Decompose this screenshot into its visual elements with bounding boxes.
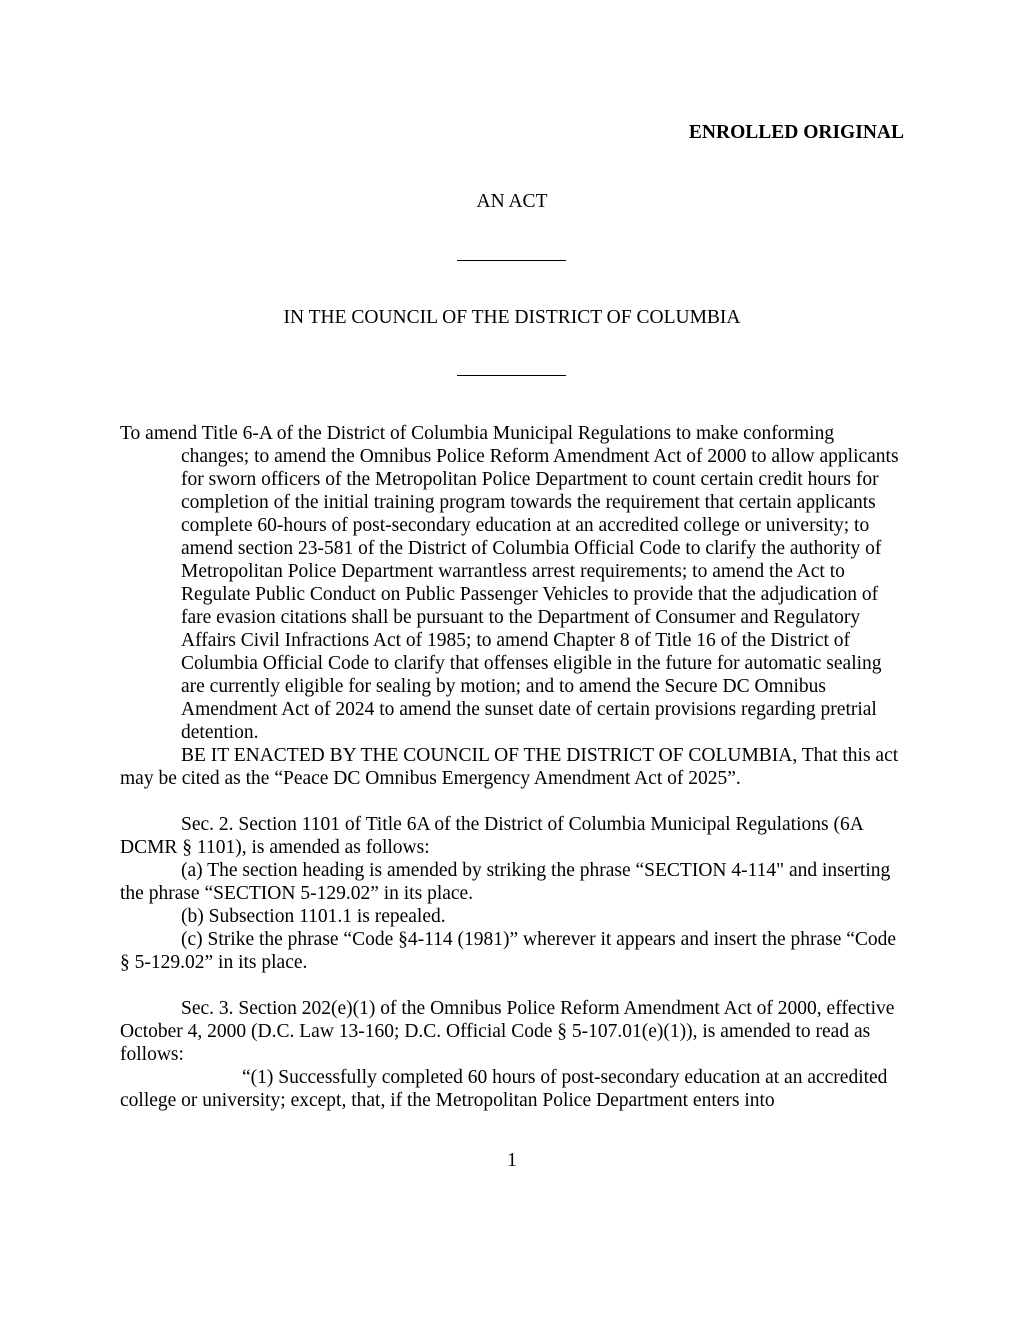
long-title: To amend Title 6-A of the District of Columbia Municipal Regulations to make conforming changes; to amend the Omnibus Police Reform Amendment Act of 2000 to allow applicants for sworn officers of the Metropolitan Police Department to count certain credit hours for completion of the initial training program towards the requirement that certain applicants complete 60-hours of post-secondary education at an accredited college or university; to amend section 23-581 of the District of Columbia Official Code to clarify the authority of Metropolitan Police Department warrantless arrest requirements; to amend the Act to Regulate Public Conduct on Public Passenger Vehicles to provide that the adjudication of fare evasion citations shall be pursuant to the Department of Consumer and Regulatory Affairs Civil Infractions Act of 1985; to amend Chapter 8 of Title 16 of the District of Columbia Official Code to clarify that offenses eligible in the future for automatic sealing are currently eligible for sealing by motion; and to amend the Secure DC Omnibus Amendment Act of 2024 to amend the sunset date of certain provisions regarding pretrial detention. bbox=[120, 423, 899, 743]
paragraph-gap bbox=[120, 974, 906, 997]
section-2-subsection-c: (c) Strike the phrase “Code §4-114 (1981)” wherever it appears and insert the phrase “Code § 5-129.02” in its place. bbox=[120, 929, 897, 973]
page-number: 1 bbox=[507, 1150, 517, 1171]
section-3-intro: Sec. 3. Section 202(e)(1) of the Omnibus Police Reform Amendment Act of 2000, effective October 4, 2000 (D.C. Law 13-160; D.C. Official Code § 5-107.01(e)(1)), is amended to read as follows: bbox=[120, 998, 895, 1065]
section-2-subsection-b: (b) Subsection 1101.1 is repealed. bbox=[181, 906, 446, 927]
divider-rule bbox=[457, 375, 566, 376]
act-label: AN ACT bbox=[476, 191, 548, 212]
paragraph-gap bbox=[120, 790, 906, 813]
section-2-subsection-a: (a) The section heading is amended by striking the phrase “SECTION 4-114" and inserting the phrase “SECTION 5-129.02” in its place. bbox=[120, 860, 891, 904]
enrolled-original-stamp: ENROLLED ORIGINAL bbox=[688, 122, 904, 143]
divider-rule bbox=[457, 260, 566, 261]
enacting-clause: BE IT ENACTED BY THE COUNCIL OF THE DISTRICT OF COLUMBIA, That this act may be cited as the “Peace DC Omnibus Emergency Amendment Act of 2025”. bbox=[120, 745, 899, 789]
section-2-intro: Sec. 2. Section 1101 of Title 6A of the District of Columbia Municipal Regulations (6A DCMR § 1101), is amended as follows: bbox=[120, 814, 863, 858]
section-3-quoted-text: “(1) Successfully completed 60 hours of post-secondary education at an accredited college or university; except, that, if the Metropolitan Police Department enters into bbox=[120, 1067, 888, 1111]
document-body bbox=[120, 422, 906, 1112]
council-heading: IN THE COUNCIL OF THE DISTRICT OF COLUMBIA bbox=[283, 307, 741, 328]
